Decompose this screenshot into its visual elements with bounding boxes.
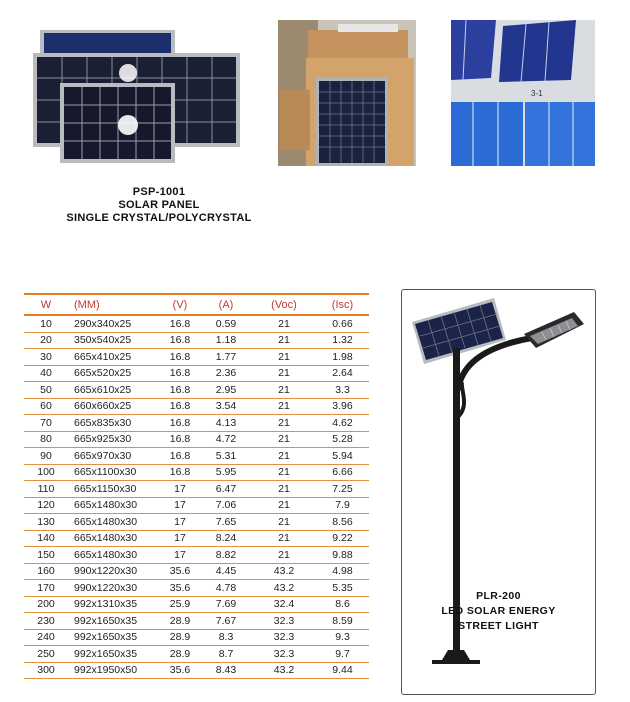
- table-row: [24, 530, 369, 547]
- header-voltage: (V): [160, 294, 200, 315]
- table-row: [24, 431, 369, 448]
- table-cell: 4.78: [200, 580, 252, 597]
- table-cell: 8.82: [200, 547, 252, 564]
- table-cell: 21: [252, 481, 316, 498]
- table-cell: 1.77: [200, 349, 252, 366]
- table-row: [24, 646, 369, 663]
- product1-name: SOLAR PANEL: [118, 199, 200, 211]
- table-row: [24, 332, 369, 349]
- table-cell: 140: [24, 530, 68, 547]
- table-cell: 7.67: [200, 613, 252, 630]
- header-current: (A): [200, 294, 252, 315]
- table-row: [24, 398, 369, 415]
- product2-line2: STREET LIGHT: [458, 620, 539, 632]
- table-cell: 9.88: [316, 547, 369, 564]
- table-cell: 7.69: [200, 596, 252, 613]
- table-cell: 5.28: [316, 431, 369, 448]
- table-cell: 5.94: [316, 448, 369, 465]
- table-cell: 4.13: [200, 415, 252, 432]
- table-cell: 665x835x30: [68, 415, 160, 432]
- table-row: [24, 613, 369, 630]
- table-cell: 8.59: [316, 613, 369, 630]
- table-cell: 32.3: [252, 646, 316, 663]
- table-row: [24, 596, 369, 613]
- table-cell: 2.64: [316, 365, 369, 382]
- table-cell: 160: [24, 563, 68, 580]
- table-row: [24, 629, 369, 646]
- table-cell: 120: [24, 497, 68, 514]
- table-cell: 9.44: [316, 662, 369, 679]
- table-row: [24, 382, 369, 399]
- table-cell: 170: [24, 580, 68, 597]
- table-row: [24, 481, 369, 498]
- table-cell: 16.8: [160, 382, 200, 399]
- table-cell: 665x1480x30: [68, 514, 160, 531]
- table-cell: 8.56: [316, 514, 369, 531]
- boxed-solar-panel: [316, 78, 388, 166]
- table-cell: 21: [252, 398, 316, 415]
- table-row: [24, 315, 369, 332]
- table-cell: 5.31: [200, 448, 252, 465]
- table-cell: 1.98: [316, 349, 369, 366]
- solar-cells-photo: [451, 20, 595, 166]
- table-cell: 992x1950x50: [68, 662, 160, 679]
- table-cell: 20: [24, 332, 68, 349]
- product1-caption: [30, 186, 288, 225]
- table-cell: 300: [24, 662, 68, 679]
- table-cell: 2.95: [200, 382, 252, 399]
- spec-table-header: [24, 294, 369, 315]
- solar-panel-stack-photo: [30, 28, 245, 166]
- table-row: [24, 514, 369, 531]
- table-row: [24, 580, 369, 597]
- table-cell: 21: [252, 547, 316, 564]
- table-cell: 992x1650x35: [68, 646, 160, 663]
- table-cell: 150: [24, 547, 68, 564]
- table-cell: 17: [160, 547, 200, 564]
- table-cell: 665x1150x30: [68, 481, 160, 498]
- table-cell: 1.18: [200, 332, 252, 349]
- table-cell: 290x340x25: [68, 315, 160, 332]
- table-cell: 80: [24, 431, 68, 448]
- product2-caption: [402, 589, 595, 634]
- product1-type: SINGLE CRYSTAL/POLYCRYSTAL: [66, 212, 252, 224]
- table-cell: 16.8: [160, 448, 200, 465]
- table-cell: 21: [252, 448, 316, 465]
- table-cell: 250: [24, 646, 68, 663]
- table-cell: 7.06: [200, 497, 252, 514]
- table-cell: 43.2: [252, 563, 316, 580]
- table-cell: 28.9: [160, 646, 200, 663]
- table-cell: 28.9: [160, 613, 200, 630]
- table-cell: 665x1480x30: [68, 530, 160, 547]
- table-cell: 6.66: [316, 464, 369, 481]
- table-cell: 5.95: [200, 464, 252, 481]
- table-cell: 16.8: [160, 332, 200, 349]
- table-cell: 16.8: [160, 365, 200, 382]
- table-cell: 9.3: [316, 629, 369, 646]
- table-cell: 7.65: [200, 514, 252, 531]
- table-cell: 21: [252, 530, 316, 547]
- table-cell: 665x925x30: [68, 431, 160, 448]
- table-cell: 4.98: [316, 563, 369, 580]
- table-row: [24, 464, 369, 481]
- table-cell: 200: [24, 596, 68, 613]
- table-cell: 21: [252, 464, 316, 481]
- table-cell: 16.8: [160, 464, 200, 481]
- poly-cells: [451, 102, 595, 166]
- table-cell: 3.54: [200, 398, 252, 415]
- table-cell: 4.45: [200, 563, 252, 580]
- table-row: [24, 448, 369, 465]
- table-cell: 4.72: [200, 431, 252, 448]
- table-cell: 25.9: [160, 596, 200, 613]
- table-cell: 21: [252, 514, 316, 531]
- table-cell: 992x1650x35: [68, 613, 160, 630]
- table-cell: 8.43: [200, 662, 252, 679]
- table-cell: 21: [252, 431, 316, 448]
- product2-line1: LED SOLAR ENERGY: [441, 605, 556, 617]
- table-cell: 32.3: [252, 629, 316, 646]
- table-cell: 16.8: [160, 349, 200, 366]
- table-cell: 16.8: [160, 431, 200, 448]
- photo3-label: 3-1: [531, 89, 543, 98]
- table-cell: 9.7: [316, 646, 369, 663]
- table-cell: 8.3: [200, 629, 252, 646]
- table-cell: 230: [24, 613, 68, 630]
- table-cell: 4.62: [316, 415, 369, 432]
- table-cell: 3.3: [316, 382, 369, 399]
- table-cell: 50: [24, 382, 68, 399]
- table-cell: 43.2: [252, 662, 316, 679]
- table-row: [24, 365, 369, 382]
- table-cell: 992x1650x35: [68, 629, 160, 646]
- table-cell: 660x660x25: [68, 398, 160, 415]
- table-cell: 990x1220x30: [68, 580, 160, 597]
- table-cell: 30: [24, 349, 68, 366]
- table-cell: 21: [252, 349, 316, 366]
- table-cell: 21: [252, 497, 316, 514]
- table-row: [24, 415, 369, 432]
- table-cell: 7.25: [316, 481, 369, 498]
- table-cell: 665x1480x30: [68, 497, 160, 514]
- table-cell: 70: [24, 415, 68, 432]
- table-cell: 3.96: [316, 398, 369, 415]
- header-size: (MM): [68, 294, 160, 315]
- table-cell: 32.3: [252, 613, 316, 630]
- table-cell: 240: [24, 629, 68, 646]
- table-cell: 665x970x30: [68, 448, 160, 465]
- table-cell: 0.59: [200, 315, 252, 332]
- table-cell: 21: [252, 365, 316, 382]
- table-cell: 110: [24, 481, 68, 498]
- table-cell: 6.47: [200, 481, 252, 498]
- table-cell: 665x520x25: [68, 365, 160, 382]
- panel-with-boxes-photo: [278, 20, 416, 166]
- table-cell: 990x1220x30: [68, 563, 160, 580]
- table-row: [24, 349, 369, 366]
- table-cell: 60: [24, 398, 68, 415]
- table-cell: 7.9: [316, 497, 369, 514]
- table-cell: 665x610x25: [68, 382, 160, 399]
- product2-code: PLR-200: [476, 590, 521, 602]
- table-cell: 35.6: [160, 580, 200, 597]
- table-cell: 100: [24, 464, 68, 481]
- table-row: [24, 547, 369, 564]
- table-cell: 35.6: [160, 563, 200, 580]
- table-cell: 32.4: [252, 596, 316, 613]
- table-cell: 665x1100x30: [68, 464, 160, 481]
- table-cell: 8.24: [200, 530, 252, 547]
- front-panel: [60, 83, 175, 163]
- table-cell: 17: [160, 481, 200, 498]
- table-row: [24, 563, 369, 580]
- table-cell: 8.6: [316, 596, 369, 613]
- table-row: [24, 497, 369, 514]
- table-cell: 2.36: [200, 365, 252, 382]
- table-cell: 43.2: [252, 580, 316, 597]
- table-cell: 9.22: [316, 530, 369, 547]
- table-cell: 130: [24, 514, 68, 531]
- table-cell: 5.35: [316, 580, 369, 597]
- table-cell: 21: [252, 415, 316, 432]
- table-cell: 90: [24, 448, 68, 465]
- table-cell: 35.6: [160, 662, 200, 679]
- table-cell: 17: [160, 530, 200, 547]
- table-cell: 665x1480x30: [68, 547, 160, 564]
- table-cell: 21: [252, 332, 316, 349]
- product1-code: PSP-1001: [132, 186, 186, 198]
- table-cell: 0.66: [316, 315, 369, 332]
- table-row: [24, 662, 369, 679]
- table-cell: 8.7: [200, 646, 252, 663]
- header-voc: (Voc): [252, 294, 316, 315]
- table-cell: 28.9: [160, 629, 200, 646]
- table-cell: 1.32: [316, 332, 369, 349]
- table-cell: 992x1310x35: [68, 596, 160, 613]
- header-watts: W: [24, 294, 68, 315]
- table-cell: 665x410x25: [68, 349, 160, 366]
- header-isc: (Isc): [316, 294, 369, 315]
- spec-table: [24, 293, 369, 679]
- mono-cells: [451, 20, 576, 82]
- table-cell: 16.8: [160, 415, 200, 432]
- table-cell: 10: [24, 315, 68, 332]
- table-cell: 21: [252, 382, 316, 399]
- table-cell: 17: [160, 514, 200, 531]
- table-cell: 40: [24, 365, 68, 382]
- table-cell: 17: [160, 497, 200, 514]
- led-lamp-head: [524, 312, 584, 348]
- table-cell: 21: [252, 315, 316, 332]
- table-cell: 16.8: [160, 315, 200, 332]
- street-light-panel: [401, 289, 596, 695]
- table-cell: 16.8: [160, 398, 200, 415]
- table-cell: 350x540x25: [68, 332, 160, 349]
